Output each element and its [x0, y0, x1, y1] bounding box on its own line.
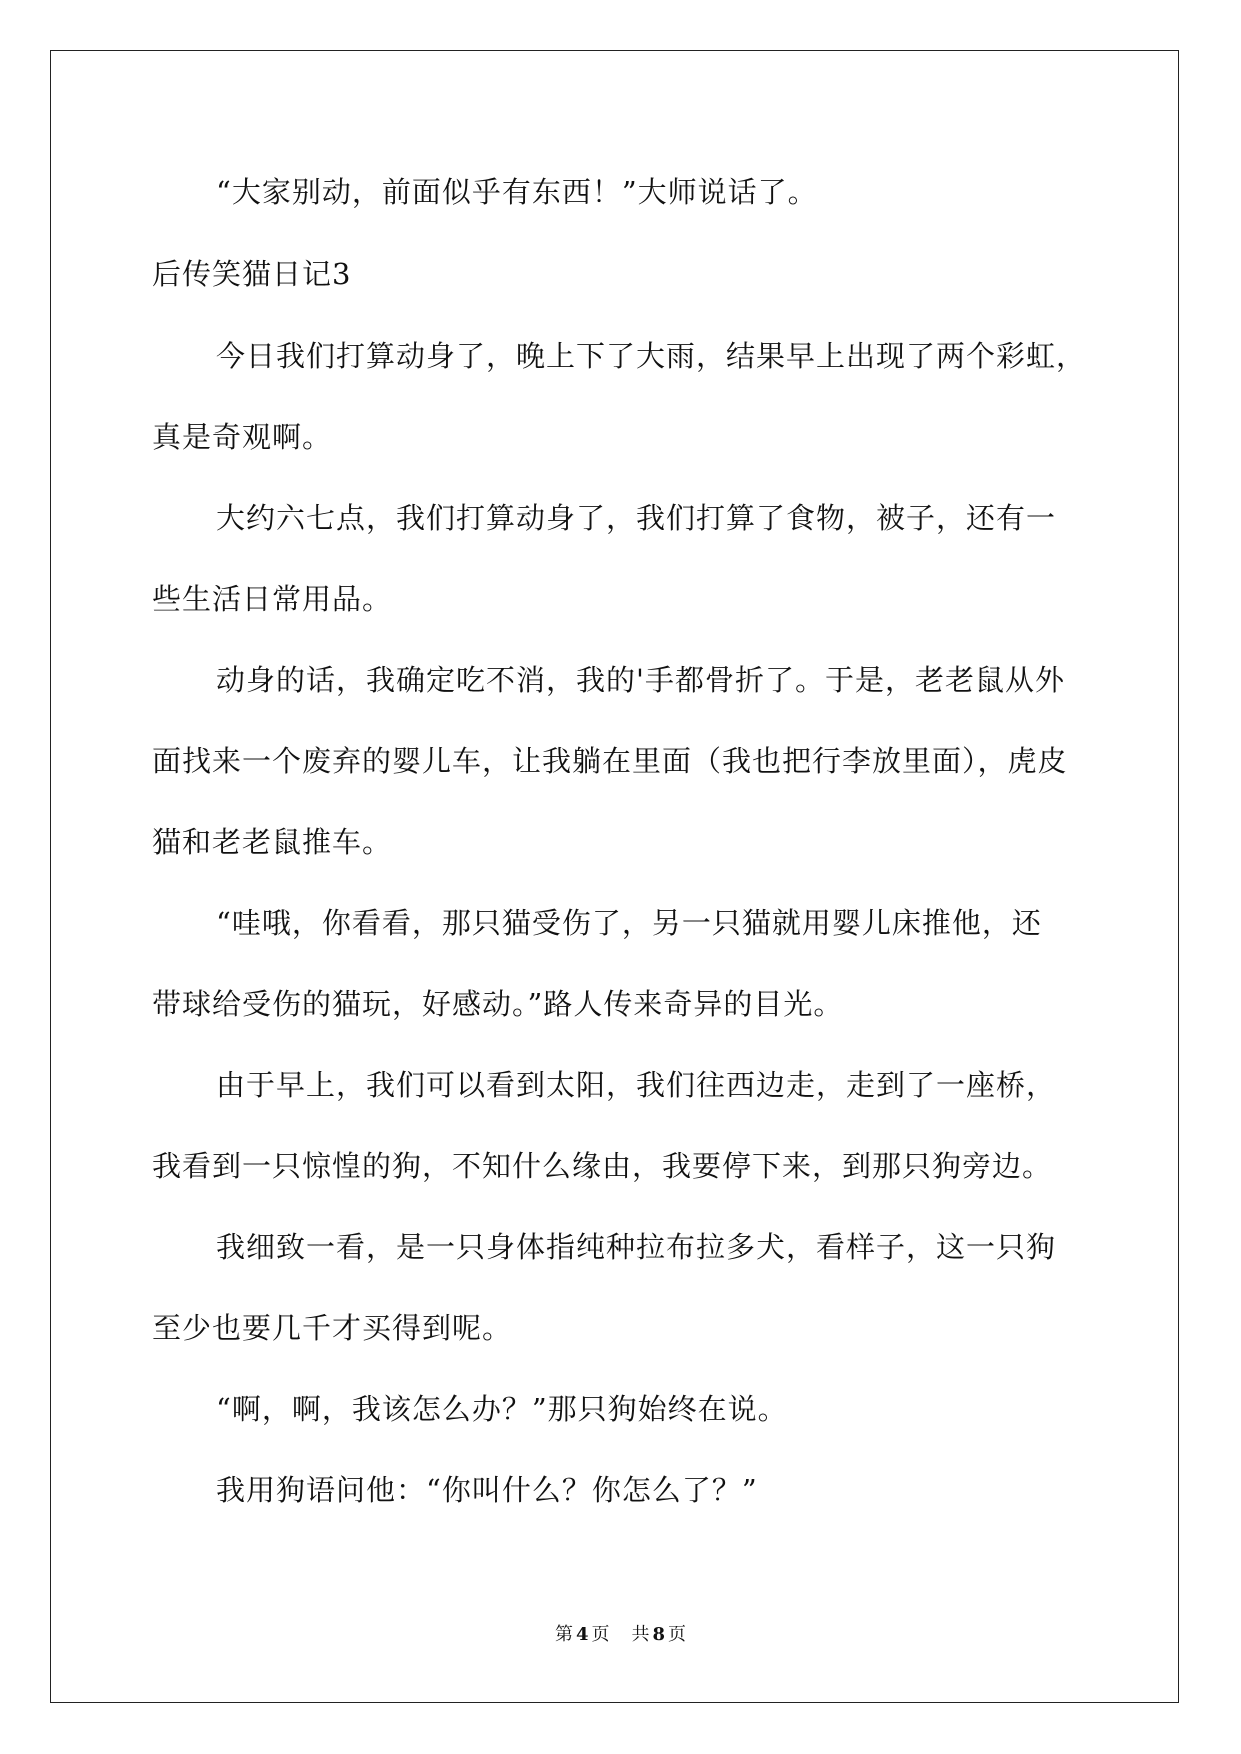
paragraph-line-1: “大家别动，前面似乎有东西！”大师说话了。: [216, 175, 818, 209]
page-unit: 页: [591, 1624, 610, 1645]
page-footer: [0, 1623, 1241, 1647]
paragraph-line-17: 我用狗语问他：“你叫什么？你怎么了？”: [216, 1473, 758, 1507]
paragraph-line-5: 大约六七点，我们打算动身了，我们打算了食物，被子，还有一: [216, 501, 1057, 535]
paragraph-line-8: 面找来一个废弃的婴儿车，让我躺在里面（我也把行李放里面），虎皮: [152, 744, 1068, 778]
page-prefix: 第: [554, 1624, 573, 1645]
total-unit: 页: [668, 1624, 687, 1645]
paragraph-line-7: 动身的话，我确定吃不消，我的'手都骨折了。于是，老老鼠从外: [216, 663, 1065, 697]
paragraph-line-15: 至少也要几千才买得到呢。: [152, 1311, 513, 1345]
page-border: [50, 50, 1179, 1703]
paragraph-line-10: “哇哦，你看看，那只猫受伤了，另一只猫就用婴儿床推他，还: [216, 906, 1042, 940]
paragraph-line-12: 由于早上，我们可以看到太阳，我们往西边走，走到了一座桥，: [216, 1068, 1057, 1102]
paragraph-line-14: 我细致一看，是一只身体指纯种拉布拉多犬，看样子，这一只狗: [216, 1230, 1057, 1264]
paragraph-line-3: 今日我们打算动身了，晚上下了大雨，结果早上出现了两个彩虹，: [216, 339, 1087, 373]
section-heading: 后传笑猫日记3: [152, 257, 352, 291]
paragraph-line-9: 猫和老老鼠推车。: [152, 825, 393, 859]
current-page-number: 4: [575, 1624, 589, 1645]
paragraph-line-6: 些生活日常用品。: [152, 582, 393, 616]
total-prefix: 共: [631, 1624, 650, 1645]
paragraph-line-13: 我看到一只惊惶的狗，不知什么缘由，我要停下来，到那只狗旁边。: [152, 1149, 1053, 1183]
total-page-number: 8: [652, 1624, 666, 1645]
paragraph-line-4: 真是奇观啊。: [152, 420, 333, 454]
paragraph-line-16: “啊，啊，我该怎么办？”那只狗始终在说。: [216, 1392, 788, 1426]
paragraph-line-11: 带球给受伤的猫玩，好感动。”路人传来奇异的目光。: [152, 987, 844, 1021]
